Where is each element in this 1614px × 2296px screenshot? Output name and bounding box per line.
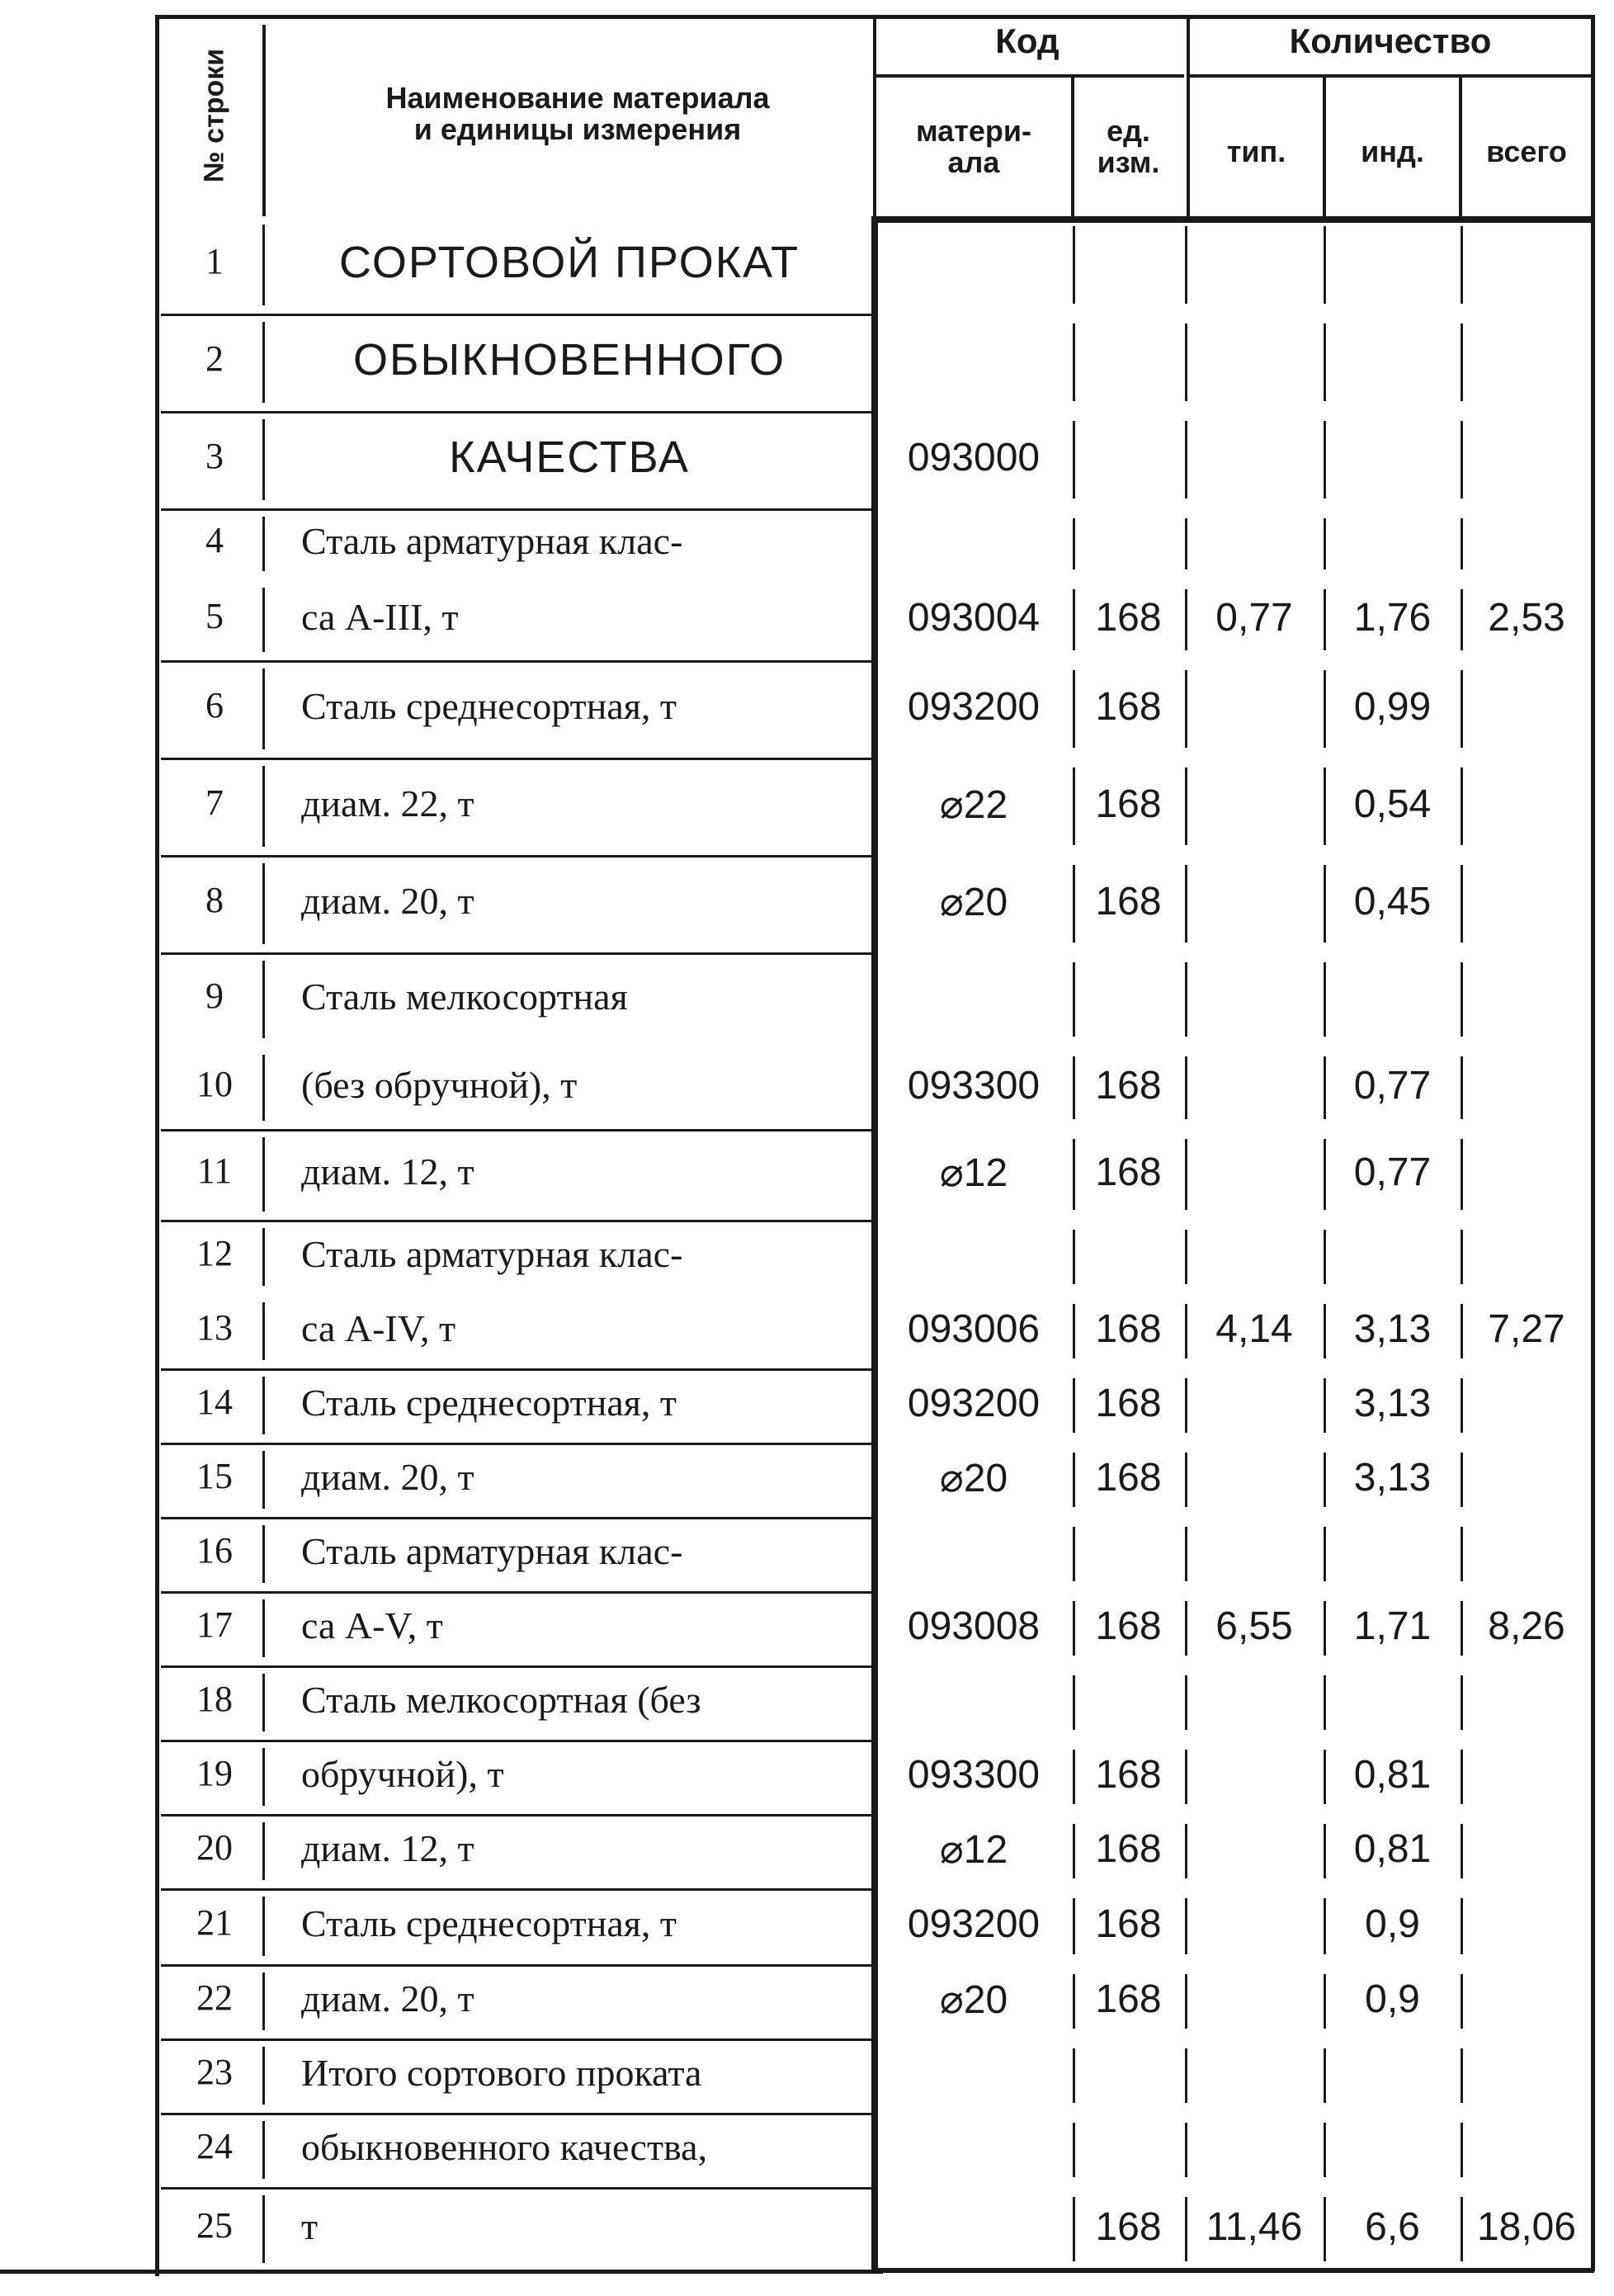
- header-name: Наименование материала и единицы измерения: [385, 81, 770, 146]
- qty-ind: 3,13: [1353, 1307, 1432, 1351]
- row-mat-sep: [1073, 518, 1075, 569]
- material-code: ⌀12: [939, 1828, 1008, 1872]
- qty-ind: 6,6: [1365, 2205, 1420, 2249]
- material-name: Сталь арматурная клас-: [301, 1530, 683, 1572]
- row-unit-sep: [1185, 1378, 1187, 1433]
- header-code-material: матери- ала: [916, 114, 1031, 179]
- row-number: 9: [205, 976, 224, 1016]
- header-sep-typ: [1323, 74, 1326, 216]
- row-unit-sep: [1185, 768, 1187, 845]
- row-separator: [161, 508, 873, 511]
- material-name: диам. 20, т: [301, 880, 474, 922]
- row-separator: [161, 660, 873, 663]
- row-typ-sep: [1324, 226, 1326, 304]
- row-mat-sep: [1073, 421, 1075, 498]
- row-number: 11: [196, 1150, 233, 1191]
- row-unit-sep: [1185, 1750, 1187, 1804]
- row-typ-sep: [1324, 421, 1326, 498]
- row-separator: [161, 2187, 873, 2190]
- unit-code: 168: [1095, 685, 1162, 729]
- row-typ-sep: [1324, 962, 1326, 1037]
- material-name: обыкновенного качества,: [301, 2126, 708, 2168]
- material-name: обручной), т: [301, 1753, 504, 1795]
- row-separator: [161, 1964, 873, 1967]
- material-code: ⌀20: [939, 881, 1008, 924]
- row-ind-sep: [1461, 2048, 1463, 2103]
- row-separator: [161, 1591, 873, 1594]
- material-code: 093004: [907, 596, 1041, 640]
- row-separator: [161, 1443, 873, 1445]
- material-name: диам. 20, т: [301, 1977, 474, 2020]
- material-code: ⌀20: [939, 1457, 1008, 1500]
- qty-ind: 0,9: [1365, 1977, 1420, 2021]
- unit-code: 168: [1095, 880, 1162, 924]
- header-qty-ind: инд.: [1361, 135, 1424, 168]
- row-number: 17: [196, 1604, 233, 1645]
- qty-total: 18,06: [1476, 2205, 1577, 2249]
- qty-ind: 0,54: [1353, 782, 1432, 826]
- material-name: диам. 12, т: [301, 1150, 474, 1193]
- material-code: ⌀12: [939, 1151, 1008, 1195]
- row-ind-sep: [1461, 1675, 1463, 1730]
- row-typ-sep: [1324, 518, 1326, 569]
- qty-total: 7,27: [1488, 1307, 1565, 1351]
- material-name: ОБЫКНОВЕННОГО: [353, 335, 786, 385]
- row-separator: [161, 1740, 873, 1742]
- material-name: Итого сортового проката: [301, 2052, 702, 2094]
- row-ind-sep: [1461, 1824, 1463, 1878]
- material-name: КАЧЕСТВА: [449, 432, 690, 482]
- row-ind-sep: [1461, 1230, 1463, 1284]
- row-number: 7: [205, 782, 224, 823]
- row-ind-sep: [1461, 768, 1463, 845]
- header-row-number: № строки: [198, 48, 230, 183]
- header-code-unit: ед. изм.: [1097, 114, 1160, 179]
- row-separator: [161, 2039, 873, 2041]
- row-typ-sep: [1324, 1527, 1326, 1581]
- header-code-group: Код: [995, 21, 1059, 60]
- qty-ind: 0,9: [1365, 1902, 1420, 1946]
- row-separator: [161, 1814, 873, 1816]
- qty-ind: 0,45: [1353, 880, 1432, 924]
- row-ind-sep: [1461, 1750, 1463, 1804]
- unit-code: 168: [1095, 1150, 1162, 1194]
- material-name: т: [301, 2205, 319, 2247]
- table-left-border: [155, 15, 159, 2276]
- row-unit-sep: [1185, 1056, 1187, 1119]
- row-number: 10: [196, 1064, 233, 1104]
- row-separator: [161, 758, 873, 760]
- row-unit-sep: [1185, 421, 1187, 498]
- material-name: (без обручной), т: [301, 1064, 578, 1106]
- row-number: 15: [196, 1456, 233, 1496]
- row-typ-sep: [1324, 1230, 1326, 1284]
- row-unit-sep: [1185, 324, 1187, 401]
- row-number: 22: [196, 1977, 233, 2018]
- row-unit-sep: [1185, 2048, 1187, 2103]
- material-name: Сталь арматурная клас-: [301, 520, 683, 562]
- row-separator: [161, 1368, 873, 1371]
- unit-code: 168: [1095, 1382, 1162, 1425]
- row-number: 16: [196, 1530, 233, 1571]
- header-qty-total: всего: [1486, 135, 1567, 168]
- table-bottom-border: [0, 2270, 883, 2274]
- row-number: 1: [205, 241, 224, 281]
- material-name: Сталь мелкосортная (без: [301, 1679, 701, 1721]
- qty-ind: 0,81: [1353, 1827, 1432, 1871]
- header-qty-typ: тип.: [1226, 135, 1286, 168]
- unit-code: 168: [1095, 2205, 1162, 2249]
- data-block-left: [871, 216, 878, 2271]
- qty-typ: 6,55: [1215, 1604, 1293, 1648]
- row-number: 21: [196, 1902, 233, 1943]
- row-unit-sep: [1185, 865, 1187, 942]
- row-number: 18: [196, 1679, 233, 1719]
- material-name: са А-III, т: [301, 596, 459, 638]
- row-ind-sep: [1461, 1527, 1463, 1581]
- unit-code: 168: [1095, 1064, 1162, 1108]
- row-mat-sep: [1073, 226, 1075, 304]
- header-sep-ind: [1459, 74, 1462, 216]
- row-mat-sep: [1073, 1675, 1075, 1730]
- header-sep-num: [262, 25, 266, 216]
- material-code: 093006: [907, 1307, 1041, 1351]
- row-separator: [161, 1665, 873, 1668]
- row-separator: [161, 1220, 873, 1222]
- header-sep-mat: [1071, 74, 1074, 216]
- material-code: ⌀22: [939, 783, 1008, 827]
- row-separator: [161, 1129, 873, 1131]
- row-ind-sep: [1461, 2123, 1463, 2177]
- row-ind-sep: [1461, 865, 1463, 942]
- material-name: диам. 12, т: [301, 1827, 474, 1869]
- qty-typ: 11,46: [1206, 2205, 1303, 2249]
- row-ind-sep: [1461, 1453, 1463, 1507]
- row-mat-sep: [1073, 1527, 1075, 1581]
- row-typ-sep: [1324, 2123, 1326, 2177]
- material-code: 093300: [907, 1753, 1041, 1797]
- unit-code: 168: [1095, 1456, 1162, 1500]
- row-mat-sep: [1073, 2123, 1075, 2177]
- row-mat-sep: [1073, 324, 1075, 401]
- qty-ind: 0,77: [1353, 1150, 1432, 1194]
- header-sep-code-qty: [1187, 18, 1190, 216]
- row-unit-sep: [1185, 518, 1187, 569]
- row-unit-sep: [1185, 962, 1187, 1037]
- qty-total: 8,26: [1488, 1604, 1565, 1648]
- qty-ind: 1,71: [1353, 1604, 1432, 1648]
- row-mat-sep: [1073, 962, 1075, 1037]
- row-number: 25: [196, 2205, 233, 2246]
- unit-code: 168: [1095, 782, 1162, 826]
- material-name: са А-V, т: [301, 1604, 443, 1646]
- qty-ind: 3,13: [1353, 1382, 1432, 1425]
- row-unit-sep: [1185, 1974, 1187, 2029]
- header-sep-name: [873, 18, 876, 216]
- material-name: Сталь среднесортная, т: [301, 685, 677, 727]
- row-unit-sep: [1185, 1139, 1187, 1210]
- row-ind-sep: [1461, 324, 1463, 401]
- material-code: 093008: [907, 1604, 1041, 1648]
- material-code: 093200: [907, 1382, 1041, 1425]
- row-number: 3: [205, 436, 224, 476]
- row-separator: [161, 1888, 873, 1891]
- data-block-bottom: [873, 2268, 1594, 2273]
- qty-ind: 0,81: [1353, 1753, 1432, 1797]
- row-typ-sep: [1324, 1675, 1326, 1730]
- row-ind-sep: [1461, 670, 1463, 748]
- row-mat-sep: [1073, 1230, 1075, 1284]
- unit-code: 168: [1095, 596, 1162, 640]
- row-unit-sep: [1185, 1824, 1187, 1878]
- qty-typ: 0,77: [1215, 596, 1293, 640]
- row-unit-sep: [1185, 2123, 1187, 2177]
- row-separator: [161, 1517, 873, 1519]
- row-number: 5: [205, 596, 224, 636]
- row-separator: [161, 314, 873, 316]
- row-number: 12: [196, 1233, 233, 1273]
- unit-code: 168: [1095, 1977, 1162, 2021]
- material-name: Сталь арматурная клас-: [301, 1233, 683, 1275]
- material-name: диам. 22, т: [301, 782, 474, 824]
- material-code: 093000: [907, 436, 1041, 480]
- unit-code: 168: [1095, 1753, 1162, 1797]
- row-number: 2: [205, 338, 224, 379]
- table-right-border: [1591, 15, 1595, 2271]
- qty-total: 2,53: [1488, 596, 1565, 640]
- row-unit-sep: [1185, 1898, 1187, 1954]
- material-code: ⌀20: [939, 1978, 1008, 2022]
- unit-code: 168: [1095, 1902, 1162, 1946]
- row-unit-sep: [1185, 670, 1187, 748]
- row-ind-sep: [1461, 226, 1463, 304]
- material-name: са А-IV, т: [301, 1307, 456, 1349]
- row-number: 20: [196, 1827, 233, 1868]
- material-name: Сталь среднесортная, т: [301, 1382, 677, 1424]
- row-unit-sep: [1185, 226, 1187, 304]
- row-number: 13: [196, 1307, 233, 1348]
- material-name: СОРТОВОЙ ПРОКАТ: [339, 238, 800, 287]
- row-unit-sep: [1185, 1230, 1187, 1284]
- row-number: 24: [196, 2126, 233, 2166]
- row-number: 8: [205, 880, 224, 920]
- unit-code: 168: [1095, 1827, 1162, 1871]
- row-ind-sep: [1461, 1378, 1463, 1433]
- row-number: 23: [196, 2052, 233, 2092]
- row-ind-sep: [1461, 421, 1463, 498]
- row-typ-sep: [1324, 2048, 1326, 2103]
- material-name: Сталь мелкосортная: [301, 976, 628, 1018]
- row-ind-sep: [1461, 962, 1463, 1037]
- unit-code: 168: [1095, 1307, 1162, 1351]
- row-ind-sep: [1461, 1139, 1463, 1210]
- material-code: 093300: [907, 1064, 1041, 1108]
- header-qty-group: Количество: [1289, 21, 1492, 60]
- row-separator: [161, 855, 873, 857]
- row-number: 14: [196, 1382, 233, 1422]
- row-unit-sep: [1185, 1675, 1187, 1730]
- material-name: диам. 20, т: [301, 1456, 474, 1498]
- qty-ind: 0,77: [1353, 1064, 1432, 1108]
- qty-ind: 3,13: [1353, 1456, 1432, 1500]
- row-number: 4: [205, 520, 224, 560]
- material-name: Сталь среднесортная, т: [301, 1902, 677, 1944]
- material-code: 093200: [907, 1902, 1041, 1946]
- row-number: 19: [196, 1753, 233, 1793]
- qty-ind: 0,99: [1353, 685, 1432, 729]
- row-ind-sep: [1461, 1974, 1463, 2029]
- row-unit-sep: [1185, 1527, 1187, 1581]
- unit-code: 168: [1095, 1604, 1162, 1648]
- row-separator: [161, 411, 873, 413]
- row-separator: [161, 952, 873, 955]
- row-ind-sep: [1461, 518, 1463, 569]
- data-block-top: [873, 216, 1594, 223]
- row-number: 6: [205, 685, 224, 725]
- row-unit-sep: [1185, 1453, 1187, 1507]
- row-mat-sep: [1073, 2048, 1075, 2103]
- qty-ind: 1,76: [1353, 596, 1432, 640]
- row-separator: [161, 2113, 873, 2115]
- header-sub-line-code: [875, 74, 1184, 78]
- row-ind-sep: [1461, 1898, 1463, 1954]
- row-typ-sep: [1324, 324, 1326, 401]
- qty-typ: 4,14: [1215, 1307, 1293, 1351]
- row-ind-sep: [1461, 1056, 1463, 1119]
- material-code: 093200: [907, 685, 1041, 729]
- header-sub-line-qty: [1188, 74, 1593, 78]
